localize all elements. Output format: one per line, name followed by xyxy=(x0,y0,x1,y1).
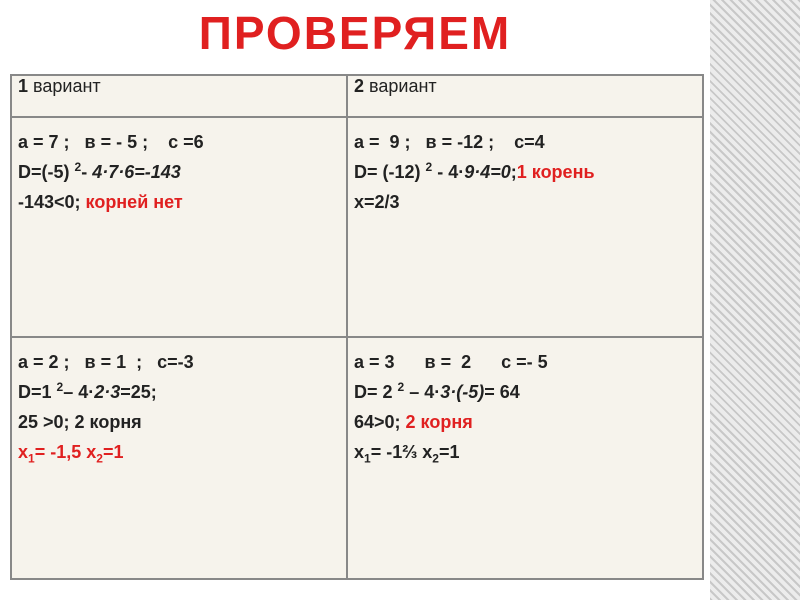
root-line: x=2/3 xyxy=(354,192,400,212)
conclusion-highlight: корней нет xyxy=(85,192,183,212)
discriminant-line: D= 2 $^2$ – 4·3·(-5)= 64 xyxy=(354,380,520,402)
conclusion-highlight: 1 корень xyxy=(516,162,595,182)
coefficients-line: а = 2 ; в = 1 ; с=-3 xyxy=(18,352,194,372)
conclusion-highlight: 2 корня xyxy=(405,412,473,432)
cell-v2-task1 xyxy=(347,117,703,337)
page-title: ПРОВЕРЯЕМ xyxy=(198,7,512,59)
table-header-row xyxy=(11,75,703,117)
roots-line: $x_1=$ -1⅔ $x_2=1$ xyxy=(354,442,460,466)
header-variant-2 xyxy=(347,75,703,117)
decorative-stripe xyxy=(710,0,800,600)
conclusion-line: -143<0; корней нет xyxy=(18,192,183,212)
variant-1-label: вариант xyxy=(28,76,101,96)
roots-line: $x_1= -1,5$ $x_2=1$ xyxy=(18,442,124,466)
header-variant-1 xyxy=(11,75,347,117)
conclusion-line: 25 >0; 2 корня xyxy=(18,412,142,432)
discriminant-line: D=(-5) $^2$- 4·7·6=-143 xyxy=(18,160,181,182)
discriminant-line: D= (-12) $^2$ - 4·9·4=0;1 корень xyxy=(354,160,595,182)
variant-1-number: 1 xyxy=(18,76,29,96)
table-row xyxy=(11,117,703,337)
conclusion-line: 64>0; 2 корня xyxy=(354,412,473,432)
answers-table xyxy=(10,74,704,580)
coefficients-line: а = 7 ; в = - 5 ; с =6 xyxy=(18,132,204,152)
table-row xyxy=(11,337,703,579)
coefficients-line: а = 3 в = 2 с =- 5 xyxy=(354,352,548,372)
variant-2-number: 2 xyxy=(354,76,365,96)
cell-v1-task1 xyxy=(11,117,347,337)
variant-2-label: вариант xyxy=(364,76,437,96)
cell-v1-task2 xyxy=(11,337,347,579)
cell-v2-task2 xyxy=(347,337,703,579)
discriminant-line: D=1 $^2$– 4·2·3=25; xyxy=(18,380,157,402)
coefficients-line: а = 9 ; в = -12 ; с=4 xyxy=(354,132,545,152)
